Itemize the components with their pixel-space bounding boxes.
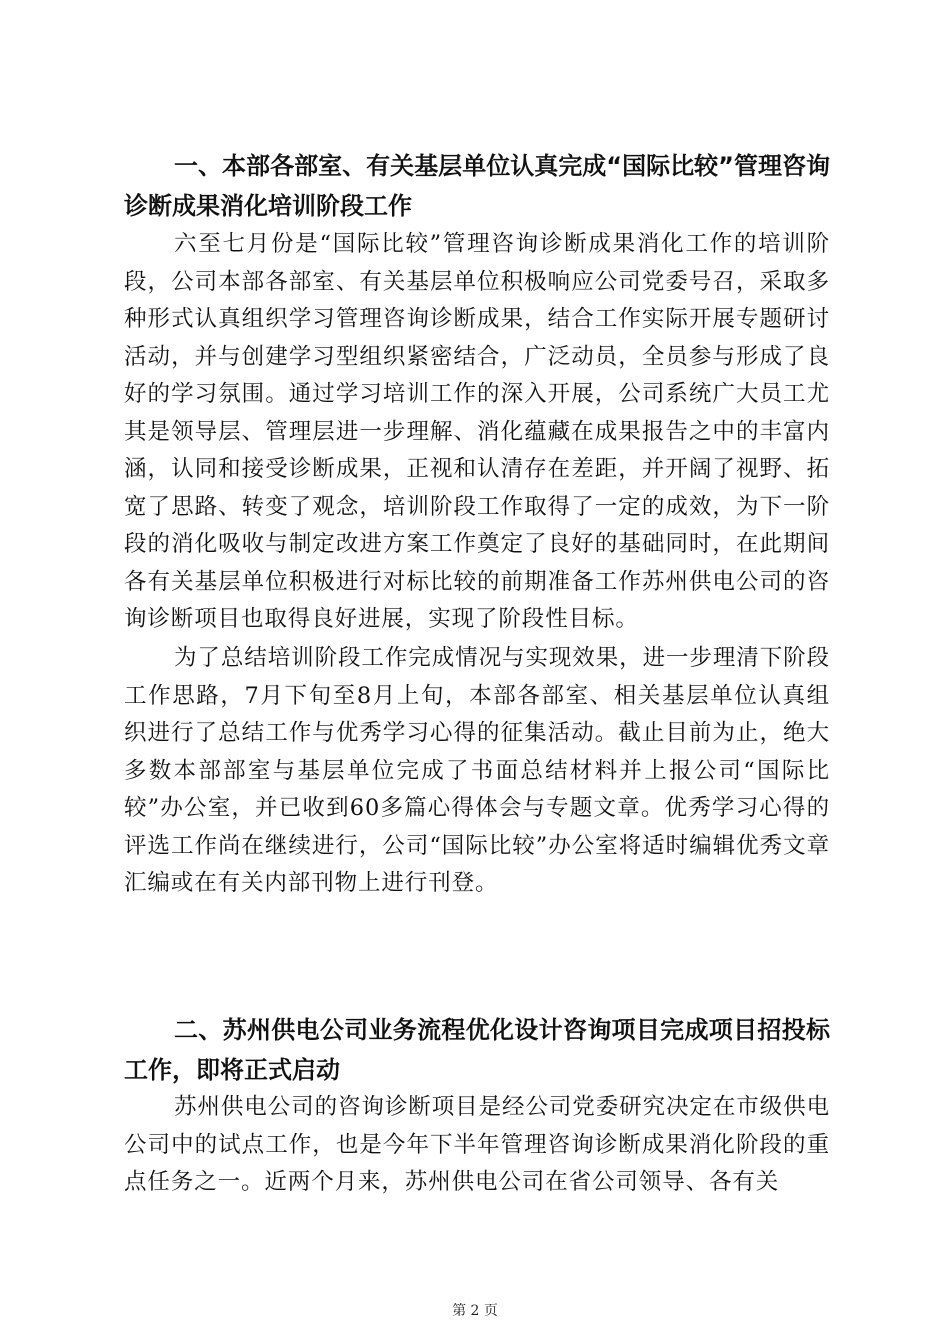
section-heading-2: 二、苏州供电公司业务流程优化设计咨询项目完成项目招投标工作，即将正式启动 [124, 1016, 830, 1084]
section-1-paragraph-2: 为了总结培训阶段工作完成情况与实现效果，进一步理清下阶段工作思路，7月下旬至8月上旬，本部各部室、相关基层单位认真组织进行了总结工作与优秀学习心得的征集活动。截止目前为止，绝大多数本部部室与基层单位完成了书面总结材料并上报公司“国际比较”办公室，并已收到60多篇心得体会与专题文章。优秀学习心得的评选工作尚在继续进行，公司“国际比较”办公室将适时编辑优秀文章汇编或在有关内部刊物上进行刊登。 [124, 645, 830, 896]
section-2-paragraph-1: 苏州供电公司的咨询诊断项目是经公司党委研究决定在市级供电公司中的试点工作，也是今年下半年管理咨询诊断成果消化阶段的重点任务之一。近两个月来，苏州供电公司在省公司领导、各有关 [124, 1094, 830, 1195]
section-1-paragraph-1: 六至七月份是“国际比较”管理咨询诊断成果消化工作的培训阶段，公司本部各部室、有关基层单位积极响应公司党委号召，采取多种形式认真组织学习管理咨询诊断成果，结合工作实际开展专题研讨活动，并与创建学习型组织紧密结合，广泛动员，全员参与形成了良好的学习氛围。通过学习培训工作的深入开展，公司系统广大员工尤其是领导层、管理层进一步理解、消化蕴藏在成果报告之中的丰富内涵，认同和接受诊断成果，正视和认清存在差距，并开阔了视野、拓宽了思路、转变了观念，培训阶段工作取得了一定的成效，为下一阶段的消化吸收与制定改进方案工作奠定了良好的基础同时，在此期间各有关基层单位积极进行对标比较的前期准备工作苏州供电公司的咨询诊断项目也取得良好进展，实现了阶段性目标。 [124, 231, 830, 632]
section-heading-1: 一、本部各部室、有关基层单位认真完成“国际比较”管理咨询诊断成果消化培训阶段工作 [124, 152, 830, 220]
page-number: 第 2 页 [452, 1303, 498, 1319]
